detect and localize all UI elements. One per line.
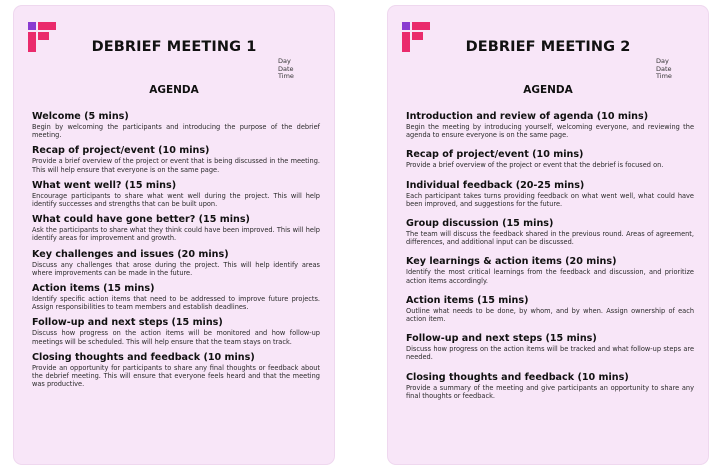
meta-date: Date (656, 64, 672, 73)
agenda-item (32, 145, 320, 173)
agenda-item (406, 256, 694, 284)
agenda-item-heading: Recap of project/event (10 mins) (406, 149, 584, 161)
agenda-card-1 (14, 6, 334, 464)
agenda-item-description: Discuss how progress on the action items will be monitored and how follow-up meetings will be scheduled. This will help ensure that the team stays on track. (32, 329, 320, 346)
agenda-item-heading: Recap of project/event (10 mins) (32, 145, 210, 157)
agenda-item-heading: Action items (15 mins) (32, 283, 155, 295)
agenda-item-heading: Key challenges and issues (20 mins) (32, 248, 229, 260)
agenda-item (32, 283, 320, 311)
agenda-item (32, 317, 320, 345)
agenda-item-heading: Follow-up and next steps (15 mins) (32, 317, 223, 329)
meta-day: Day (278, 57, 291, 65)
agenda-item (32, 352, 320, 389)
meta-day: Day (656, 57, 669, 65)
agenda-item-description: Provide an opportunity for participants to share any final thoughts or feedback about the debrief meeting. This will ensure that everyone feels heard and that the meeting was productive. (32, 363, 320, 389)
agenda-item-heading: Action items (15 mins) (406, 294, 529, 306)
agenda-item-heading: Welcome (5 mins) (32, 111, 129, 122)
meta-time: Time (278, 72, 294, 80)
meeting-meta (656, 58, 672, 81)
agenda-item (406, 218, 694, 246)
agenda-item (406, 295, 694, 323)
agenda-item-description: Discuss how progress on the action items will be tracked and what follow-up steps are needed. (406, 345, 694, 362)
agenda-item-description: Identify the most critical learnings from the feedback and discussion, and prioritize action items accordingly. (406, 268, 694, 285)
agenda-item-heading: What could have gone better? (15 mins) (32, 214, 250, 226)
page-title: DEBRIEF MEETING 2 (465, 39, 631, 55)
agenda-item (32, 111, 320, 139)
agenda-item-heading: Individual feedback (20-25 mins) (406, 179, 585, 191)
agenda-item-description: Begin by welcoming the participants and introducing the purpose of the debrief meeting. (32, 123, 320, 140)
agenda-item (406, 149, 694, 169)
agenda-heading: AGENDA (149, 84, 199, 96)
agenda-heading: AGENDA (523, 84, 573, 96)
agenda-item (406, 372, 694, 400)
agenda-list (406, 111, 694, 410)
agenda-list (32, 111, 320, 394)
agenda-item-heading: Closing thoughts and feedback (10 mins) (32, 351, 255, 363)
agenda-item-description: Each participant takes turns providing feedback on what went well, what could have been improved, and suggestions for the future. (406, 191, 694, 208)
agenda-item-description: Provide a brief overview of the project or event that the debrief is focused on. (406, 161, 664, 170)
meta-time: Time (656, 72, 672, 80)
agenda-item-description: Outline what needs to be done, by whom, and by when. Assign ownership of each action item. (406, 306, 694, 324)
agenda-item-heading: Group discussion (15 mins) (406, 218, 554, 230)
agenda-item-description: Identify specific action items that need to be addressed to improve future projects. Assign responsibilities to team members and establish deadlines. (32, 295, 320, 312)
agenda-card-2 (388, 6, 708, 464)
agenda-item-heading: Introduction and review of agenda (10 mins) (406, 111, 649, 122)
agenda-item (32, 249, 320, 277)
agenda-item (32, 180, 320, 208)
agenda-item (32, 214, 320, 242)
meta-date: Date (278, 64, 294, 73)
agenda-item-heading: Follow-up and next steps (15 mins) (406, 333, 597, 345)
agenda-item-description: Encourage participants to share what went well during the project. This will help identify successes and strengths that can be built upon. (32, 191, 320, 209)
agenda-item-description: Discuss any challenges that arose during the project. This will help identify areas where improvements can be made in the future. (32, 260, 320, 277)
agenda-item-description: Provide a brief overview of the project or event that is being discussed in the meeting. This will help ensure that everyone is on the same page. (32, 157, 320, 174)
meeting-meta (278, 58, 294, 81)
agenda-item (406, 333, 694, 361)
agenda-item-heading: What went well? (15 mins) (32, 179, 177, 191)
agenda-item (406, 111, 694, 139)
agenda-item-heading: Closing thoughts and feedback (10 mins) (406, 371, 629, 383)
agenda-item-description: Provide a summary of the meeting and give participants an opportunity to share any final thoughts or feedback. (406, 383, 694, 400)
agenda-item-description: The team will discuss the feedback shared in the previous round. Areas of agreement, differences, and additional input can be discussed. (406, 230, 694, 247)
agenda-item-description: Ask the participants to share what they think could have been improved. This will help identify areas for improvement and growth. (32, 226, 320, 243)
agenda-item-heading: Key learnings & action items (20 mins) (406, 256, 617, 268)
agenda-item (406, 180, 694, 208)
page-title: DEBRIEF MEETING 1 (91, 39, 257, 55)
agenda-item-description: Begin the meeting by introducing yourself, welcoming everyone, and reviewing the agenda to ensure everyone is on the same page. (406, 123, 694, 140)
